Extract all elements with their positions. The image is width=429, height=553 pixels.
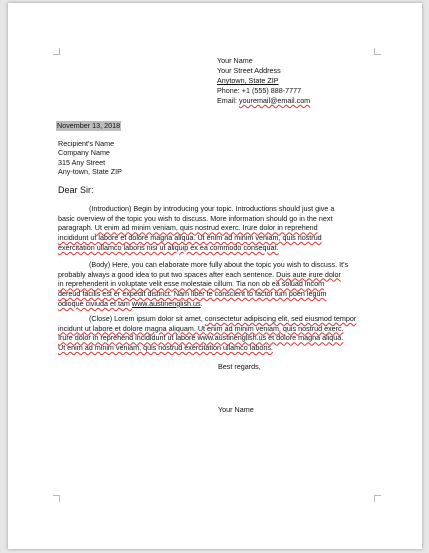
body-line-5-end: . xyxy=(200,298,203,308)
close-line-1-lorem: consectetur adipiscing elit, sed eiusmod tempor xyxy=(204,314,357,323)
salutation: Dear Sir: xyxy=(58,185,94,195)
recipient-name: Recipient's Name xyxy=(58,139,115,148)
body-paragraph xyxy=(58,260,370,309)
body-line-2-start: probably always a good idea to put two spaces after each sentence. xyxy=(58,269,277,279)
intro-line-3-start: paragraph. xyxy=(58,223,95,233)
body-line-2 xyxy=(58,270,370,280)
body-line-5 xyxy=(58,299,370,309)
letter-date: November 13, 2018 xyxy=(57,121,121,130)
close-line-4: Ut enim ad minim veniam, quis nostrud exercitation ullamco laboris. xyxy=(58,343,273,353)
intro-line-2: basic overview of the topic you wish to discuss. More information should go in the next xyxy=(58,213,333,223)
corner-mark-top-right xyxy=(374,48,381,55)
signature-name: Your Name xyxy=(218,405,254,414)
intro-paragraph xyxy=(58,204,370,253)
body-line-3: in reprehenderit in voluptate velit esse molestaie cillum. Tia non ob ea soluad incom xyxy=(58,279,325,289)
sender-address-block xyxy=(217,56,310,106)
close-line-2: incidunt ut labore et dolore magna aliquam. Ut enim ad minim veniam, quis nostrud exerc. xyxy=(58,323,344,333)
sender-email-label: Email: xyxy=(217,96,239,105)
document-page xyxy=(8,3,422,549)
sender-name: Your Name xyxy=(217,56,253,65)
close-line-1-start: (Close) Lorem ipsum dolor sit amet, xyxy=(89,314,205,323)
corner-mark-bottom-right xyxy=(374,495,381,502)
closing-phrase: Best regards, xyxy=(218,362,261,371)
intro-line-3 xyxy=(58,223,370,233)
intro-line-5: exercitation ullamco laboris nisi ut aliquip ex ea commodo consequat. xyxy=(58,242,279,252)
sender-street: Your Street Address xyxy=(217,66,281,75)
recipient-company: Company Name xyxy=(58,148,110,158)
close-paragraph xyxy=(58,314,370,353)
close-line-1 xyxy=(58,314,370,324)
recipient-city: Any-town, State ZIP xyxy=(58,167,122,177)
corner-mark-bottom-left xyxy=(53,495,60,502)
recipient-street: 315 Any Street xyxy=(58,157,106,167)
sender-email-line xyxy=(217,96,310,106)
body-line-4: dereud facilis est er expedit distinct. Nam liber te conscient to factor tum poen legum xyxy=(58,289,327,299)
sender-city: Anytown, State ZIP xyxy=(217,76,279,85)
intro-line-1: (Introduction) Begin by introducing your topic. Introductions should just give a xyxy=(89,204,335,213)
body-line-2-lorem: Duis aute irure dolor xyxy=(276,269,341,279)
sender-email-link[interactable]: youremail@email.com xyxy=(238,96,311,105)
recipient-address-block xyxy=(58,139,122,177)
body-website-link[interactable]: www.austinenglish.us xyxy=(131,298,201,308)
sender-phone: Phone: +1 (555) 888-7777 xyxy=(217,86,302,95)
corner-mark-top-left xyxy=(53,48,60,55)
intro-line-4: incididunt ut labore et dolore magna aliqua. Ut enim ad minim veniam, quis nostrud xyxy=(58,233,322,243)
intro-line-3-lorem: Ut enim ad minim veniam, quis nostrud exerc. Irure dolor in reprehend xyxy=(94,223,318,233)
body-line-5-lorem: odioque civiuda et tam xyxy=(58,298,132,308)
close-line-3: Irure dolor in reprehend incididunt ut labore www.austinenglish.us et dolore magna aliqua. xyxy=(58,333,344,343)
body-line-1: (Body) Here, you can elaborate more fully about the topic you wish to discuss. It's xyxy=(89,260,349,269)
